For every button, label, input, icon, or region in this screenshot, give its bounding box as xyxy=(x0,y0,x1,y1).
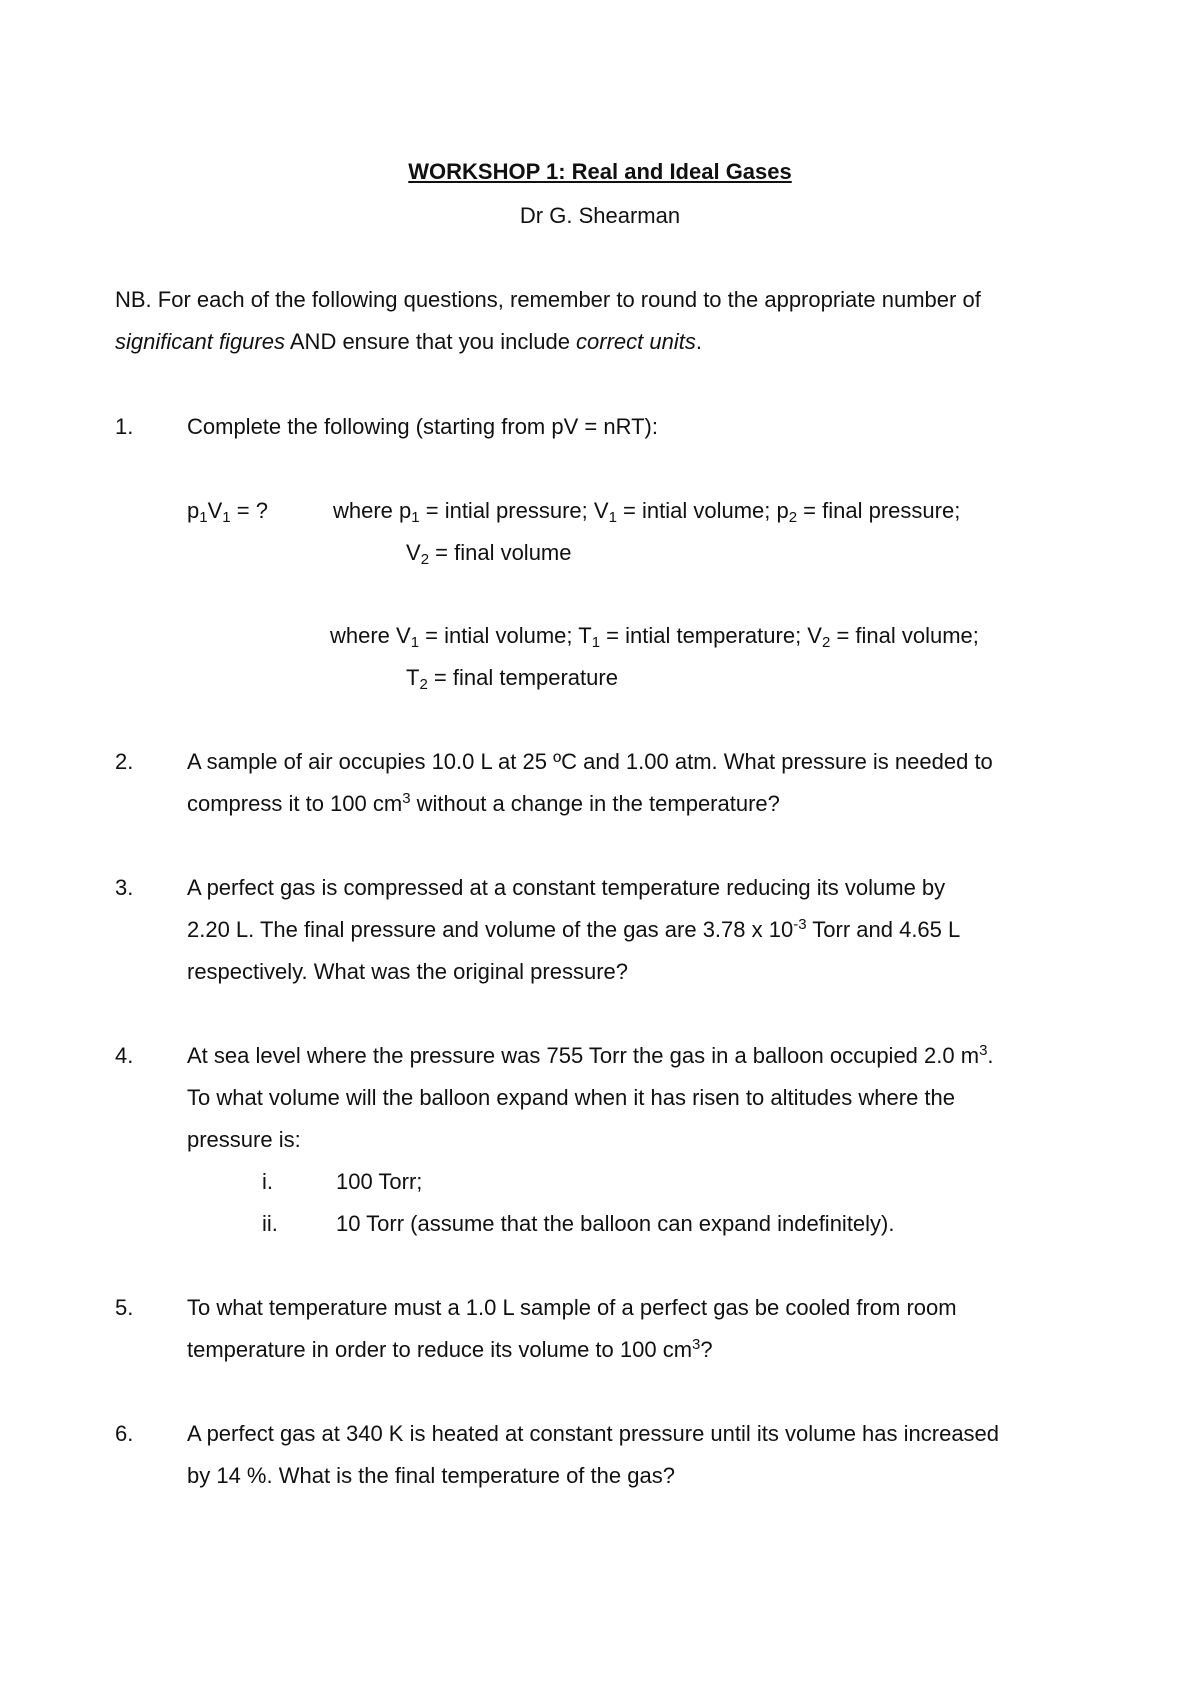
nb-line-2 xyxy=(115,328,702,356)
q4-line-2: To what volume will the balloon expand when it has risen to altitudes where the xyxy=(187,1085,956,1110)
q3-number: 3. xyxy=(115,875,134,900)
q2-line-1: A sample of air occupies 10.0 L at 25 ºC and 1.00 atm. What pressure is needed to xyxy=(187,749,993,774)
q3-line-2: 2.20 L. The final pressure and volume of the gas are 3.78 x $10^{-3}$ Torr and 4.65 L xyxy=(187,916,961,942)
q4-sub-item-number: i. xyxy=(262,1169,273,1194)
q4-sub-item-number: ii. xyxy=(262,1211,278,1236)
nb-line-1: NB. For each of the following questions, remember to round to the appropriate number of xyxy=(115,287,981,312)
nb-and-text: AND ensure that you include xyxy=(284,329,577,354)
q1-number: 1. xyxy=(115,414,134,439)
q5-line-2: temperature in order to reduce its volume to 100 $cm^3$? xyxy=(187,1336,713,1362)
q1-where-pressure-line: where $p_1$ = intial pressure; $V_1$ = intial volume; $p_2$ = final pressure; xyxy=(333,498,961,526)
q1-equation: $p_1V_1$ = ? xyxy=(187,498,268,526)
q6-line-1: A perfect gas at 340 K is heated at constant pressure until its volume has increased xyxy=(187,1421,1000,1446)
q1-where-pressure-line-2: $V_2$ = final volume xyxy=(406,540,572,568)
significant-figures-emphasis: significant figures xyxy=(115,329,285,354)
q1-where-temperature-line-2: $T_2$ = final temperature xyxy=(406,665,618,693)
nb-period: . xyxy=(695,329,702,354)
author: Dr G. Shearman xyxy=(519,203,681,228)
q4-line-3: pressure is: xyxy=(187,1127,301,1152)
page-title: WORKSHOP 1: Real and Ideal Gases xyxy=(408,159,792,184)
q4-line-1: At sea level where the pressure was 755 Torr the gas in a balloon occupied 2.0 $m^3$. xyxy=(187,1042,994,1068)
q1-text: Complete the following (starting from pV = nRT): xyxy=(187,414,658,439)
q4-sub-item-text: 10 Torr (assume that the balloon can expand indefinitely). xyxy=(336,1211,895,1236)
q1-where-temperature-line: where $V_1$ = intial volume; $T_1$ = intial temperature; $V_2$ = final volume; xyxy=(330,623,979,651)
q4-number: 4. xyxy=(115,1043,134,1068)
q5-line-1: To what temperature must a 1.0 L sample of a perfect gas be cooled from room xyxy=(187,1295,957,1320)
q3-line-3: respectively. What was the original pressure? xyxy=(187,959,629,984)
q3-line-1: A perfect gas is compressed at a constant temperature reducing its volume by xyxy=(187,875,946,900)
q5-number: 5. xyxy=(115,1295,134,1320)
q6-number: 6. xyxy=(115,1421,134,1446)
q2-line-2: compress it to 100 $cm^3$ without a change in the temperature? xyxy=(187,790,780,816)
q4-sub-item-text: 100 Torr; xyxy=(336,1169,423,1194)
q2-number: 2. xyxy=(115,749,134,774)
correct-units-emphasis: correct units xyxy=(576,329,696,354)
q6-line-2: by 14 %. What is the final temperature of the gas? xyxy=(187,1463,675,1488)
